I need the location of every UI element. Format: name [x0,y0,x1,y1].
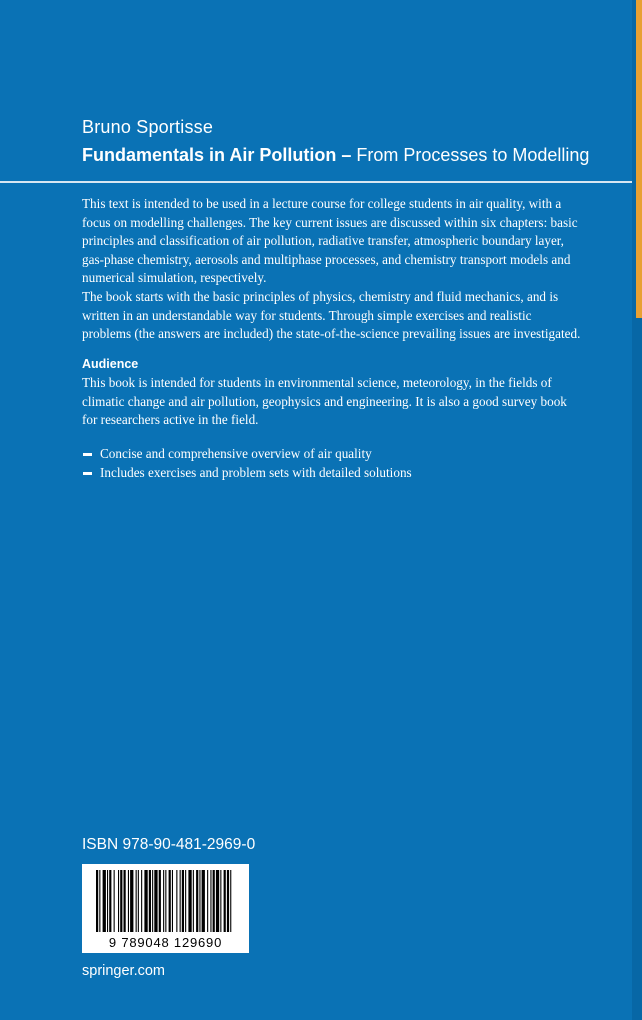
barcode-bar [103,870,106,932]
barcode-bar [182,870,184,932]
barcode-bar [213,870,215,932]
barcode-bar [136,870,137,932]
barcode-bar [210,870,211,932]
barcode-bar [196,870,198,932]
barcode-digits: 9 789048 129690 [108,935,223,950]
barcode-bar [176,870,177,932]
barcode-bar [109,870,111,932]
barcode-bar [193,870,194,932]
isbn-number: ISBN 978-90-481-2969-0 [82,836,256,853]
barcode-bar [188,870,191,932]
title-divider [0,181,632,183]
barcode-bar [120,870,122,932]
barcode-bar [152,870,153,932]
spine-accent [636,0,642,318]
barcode-bar [172,870,173,932]
description [82,195,582,344]
book-subtitle: From Processes to Modelling [356,145,590,165]
barcode-bar [128,870,129,932]
dash-bullet-icon [83,453,92,456]
barcode-bar [163,870,164,932]
title-separator: – [336,145,357,165]
author-name: Bruno Sportisse [82,117,214,137]
barcode-bar [96,870,98,932]
barcode-bar [154,870,157,932]
barcode-bar [227,870,229,932]
barcode-bar [114,870,115,932]
barcode-bar [107,870,108,932]
audience-heading: Audience [82,357,139,371]
barcode-bar [230,870,231,932]
barcode-bar [180,870,181,932]
barcode-bar [138,870,139,932]
barcode-bar [220,870,221,932]
barcode-bar [124,870,126,932]
barcode-bar [159,870,161,932]
barcode-bar [216,870,219,932]
description-paragraph-2: The book starts with the basic principles of physics, chemistry and fluid mechanics, and is written in an understandable way for students. Through simple exercises and realistic problems (the answers are included) the state-of-the-science prevailing issues are investigated. [82,288,581,342]
barcode [82,864,249,953]
audience-text: This book is intended for students in environmental science, meteorology, in the fields of climatic change and air pollution, geophysics and engineering. It is also a good survey book for researchers active in the field. [82,375,567,428]
barcode-bar [169,870,171,932]
highlights-list [82,445,412,482]
list-item-text: Includes exercises and problem sets with detailed solutions [100,464,412,480]
barcode-bar [130,870,133,932]
book-title: Fundamentals in Air Pollution [82,145,337,165]
barcode-bar [141,870,142,932]
barcode-bar [199,870,200,932]
list-item-text: Concise and comprehensive overview of air quality [100,446,372,461]
barcode-bar [207,870,208,932]
description-paragraph-1: This text is intended to be used in a lecture course for college students in air quality, with a focus on modelling challenges. The key current issues are discussed within six chapters: basic principles and classification of air pollution, radiative transfer, atmospheric boundary layer, gas-phase chemistry, aerosols and multiphase processes, and chemistry transport models and numerical simulation, respectively. [82,196,578,286]
barcode-bar [224,870,226,932]
website-link[interactable]: springer.com [82,963,166,979]
barcode-bar [165,870,166,932]
barcode-bar [202,870,205,932]
barcode-bar [149,870,151,932]
barcode-bar [185,870,186,932]
book-title-line [82,145,589,166]
list-item [82,464,412,483]
barcode-bar [144,870,147,932]
dash-bullet-icon [83,472,92,475]
barcode-bar [118,870,119,932]
barcode-bar [99,870,100,932]
list-item [82,445,412,464]
